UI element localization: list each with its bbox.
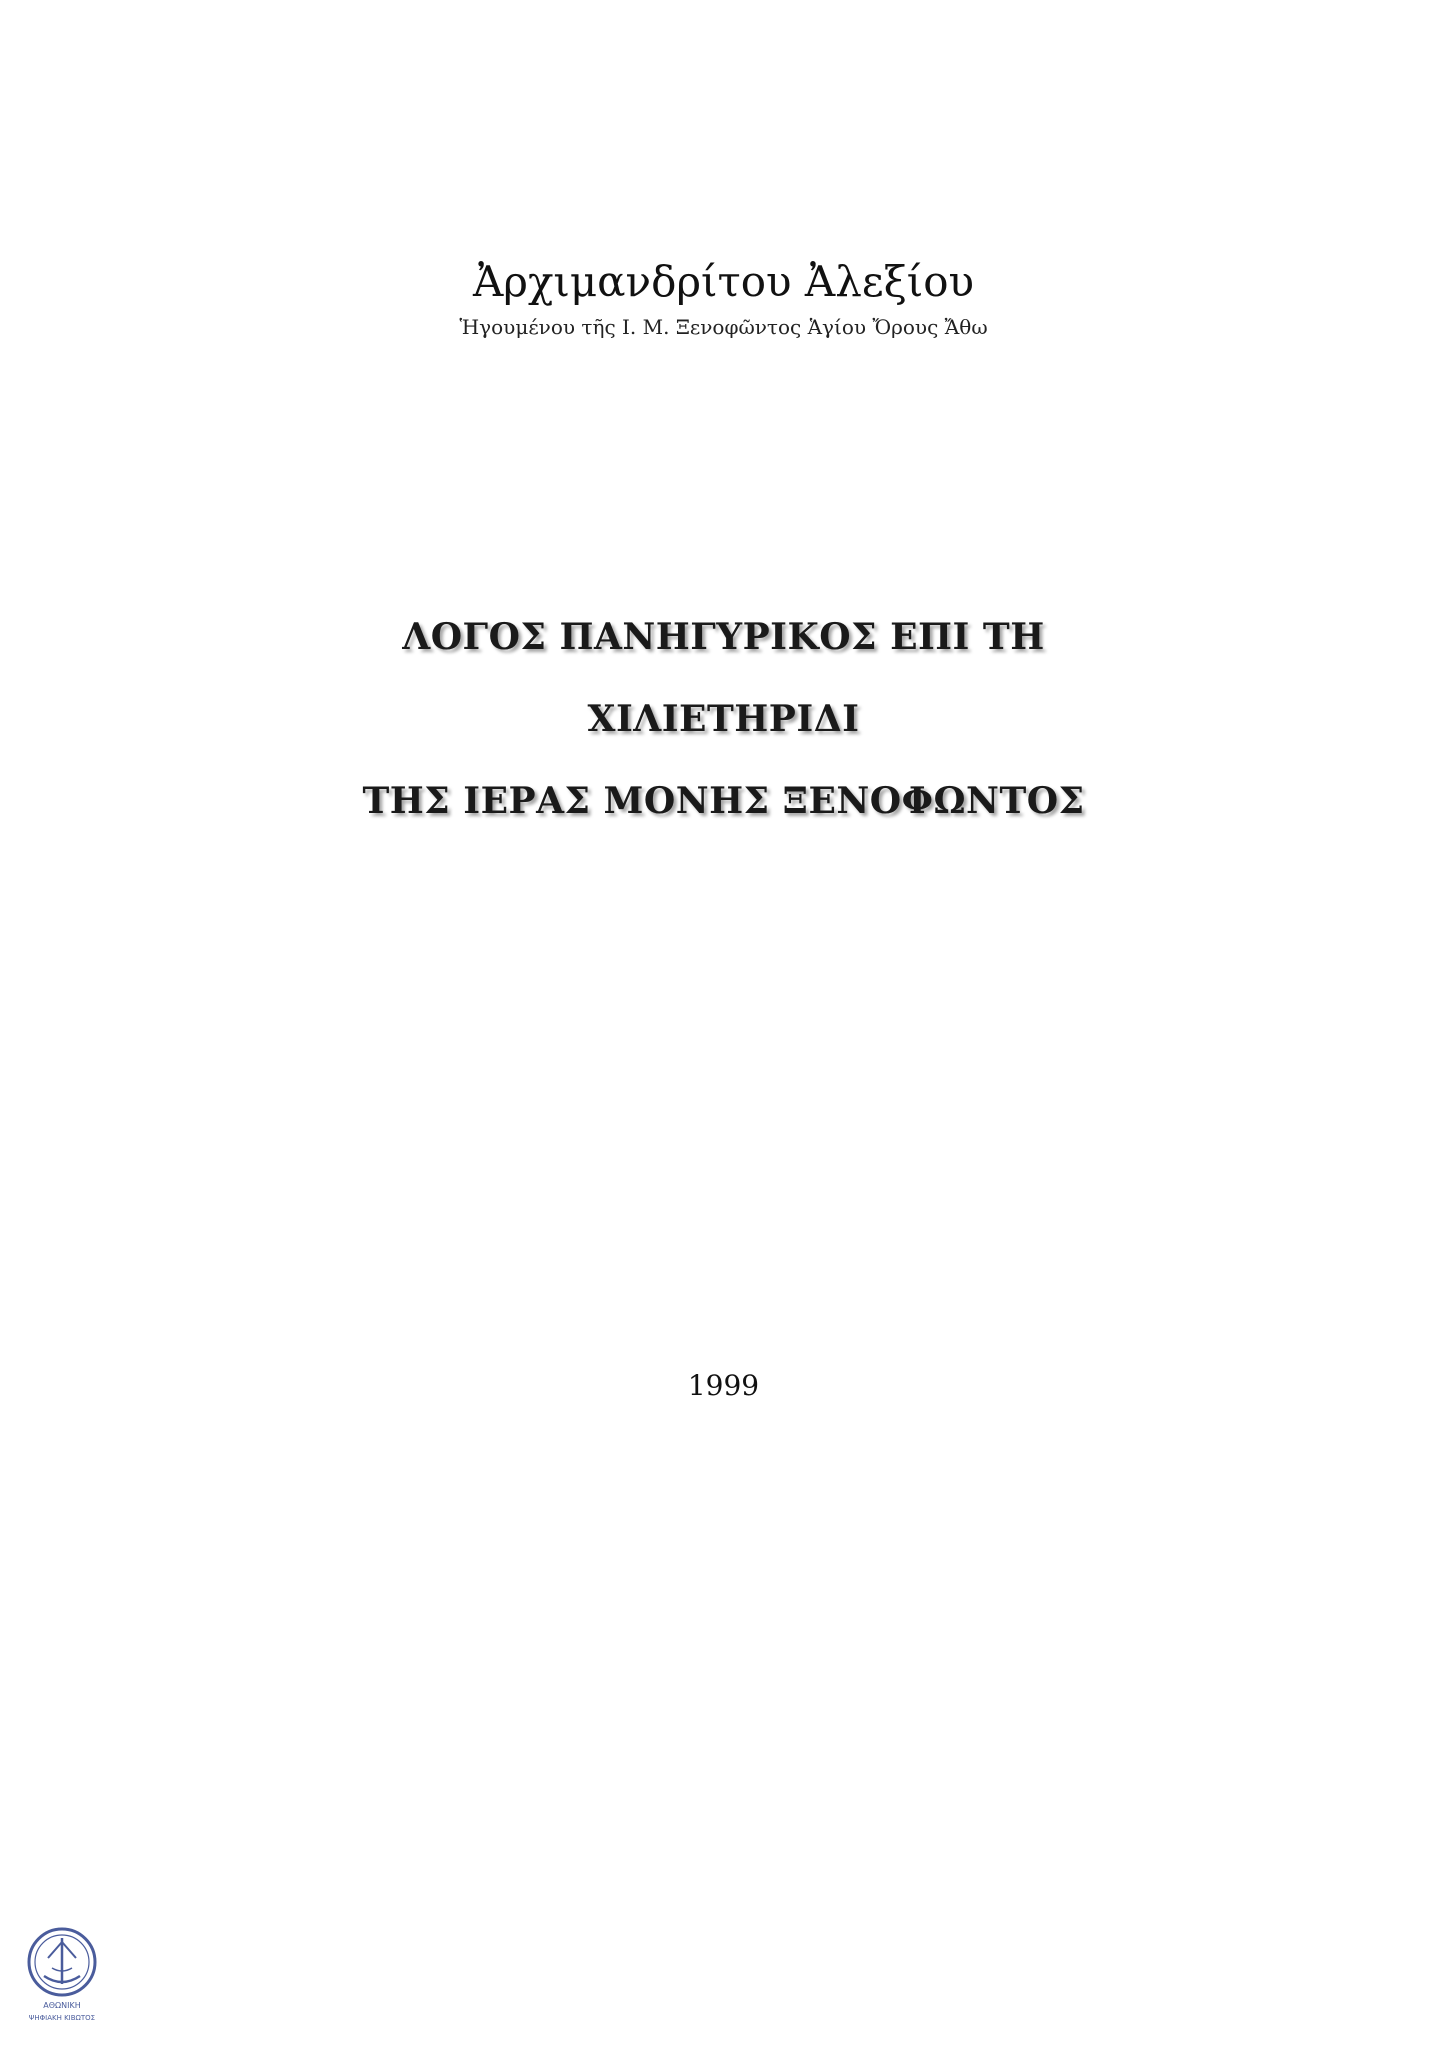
seal-text-line-2: ΨΗΦΙΑΚΗ ΚΙΒΩΤΟΣ <box>28 2014 96 2022</box>
title-line-2: ΧΙΛΙΕΤΗΡΙΔΙ <box>587 698 860 740</box>
seal-emblem-icon <box>22 1924 102 2028</box>
seal-text-line-1: ΑΘΩΝΙΚΗ <box>43 2001 81 2010</box>
publication-year: 1999 <box>687 1369 760 1402</box>
author-subtitle: Ἡγουμένου τῆς Ι. Μ. Ξενοφῶντος Ἁγίου Ὄρους Ἄθω <box>459 315 988 339</box>
document-title <box>0 596 1447 842</box>
title-line-3: ΤΗΣ ΙΕΡΑΣ ΜΟΝΗΣ ΞΕΝΟΦΩΝΤΟΣ <box>362 780 1085 822</box>
library-seal-logo <box>22 1924 102 2028</box>
author-block <box>0 254 1447 342</box>
author-name: Ἀρχιμανδρίτου Ἀλεξίου <box>472 257 975 306</box>
title-line-1: ΛΟΓΟΣ ΠΑΝΗΓΥΡΙΚΟΣ ΕΠΙ ΤΗ <box>402 616 1045 658</box>
